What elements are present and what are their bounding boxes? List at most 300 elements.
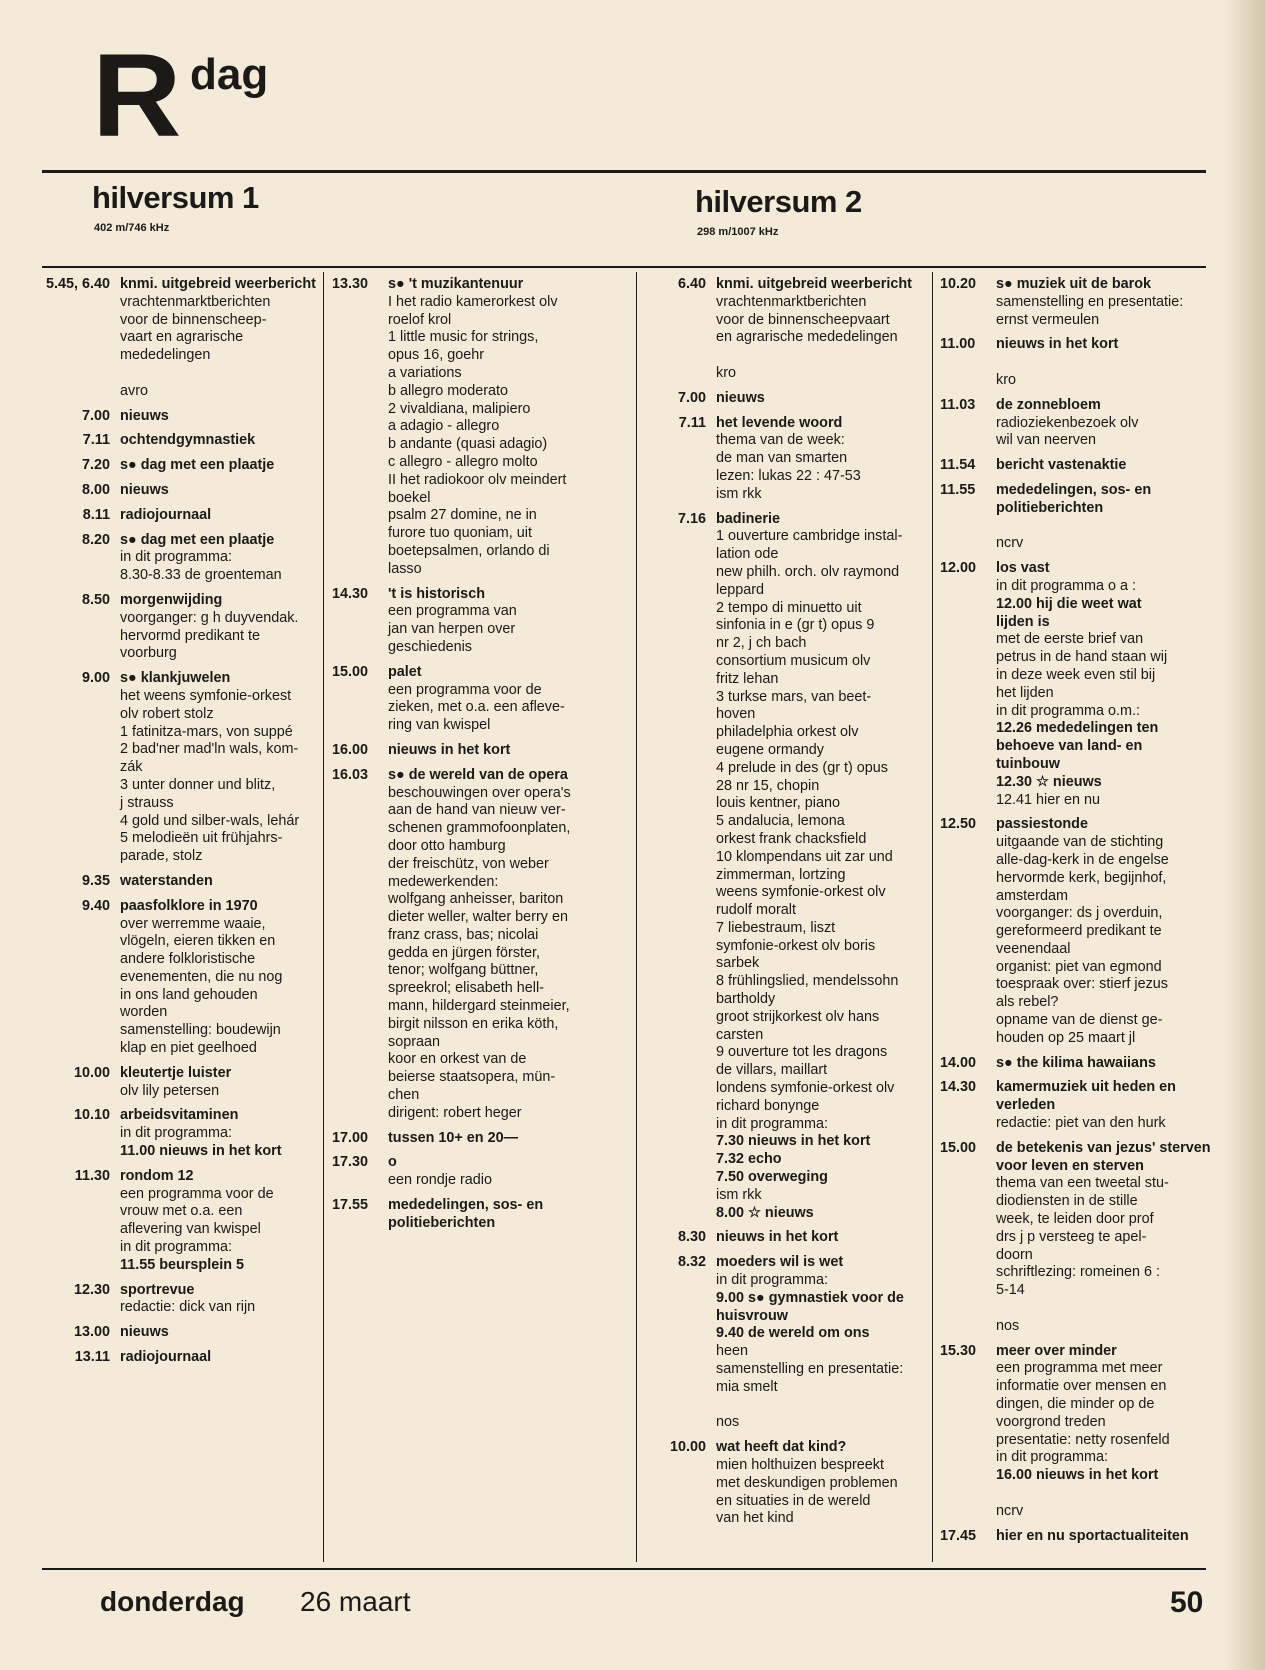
program-entry	[330, 586, 630, 657]
program-column-4	[938, 276, 1218, 1552]
program-detail-line: presentatie: netty rosenfeld	[996, 1431, 1170, 1448]
program-detail-line: een programma voor de	[120, 1185, 274, 1202]
program-detail-line: ncrv	[996, 1502, 1024, 1519]
program-detail-line: gedda en jürgen förster,	[388, 944, 541, 961]
program-detail-line: orkest frank chacksfield	[716, 830, 867, 847]
program-detail-line: 12.00 hij die weet wat	[996, 595, 1142, 612]
program-detail-line: lation ode	[716, 546, 779, 563]
program-detail-line: II het radiokoor olv meindert	[388, 471, 567, 488]
program-detail-line: ncrv	[996, 535, 1024, 552]
program-entry	[44, 1065, 322, 1101]
program-detail-line: redactie: piet van den hurk	[996, 1115, 1166, 1132]
program-detail-line: tuinbouw	[996, 755, 1060, 772]
program-title: nieuws in het kort	[996, 336, 1119, 353]
program-detail-line: ernst vermeulen	[996, 311, 1100, 328]
program-detail-line: aflevering van kwispel	[120, 1221, 261, 1238]
program-detail-line: uitgaande van de stichting	[996, 834, 1164, 851]
program-detail-line: boetepsalmen, orlando di	[388, 542, 550, 559]
program-title: sportrevue	[120, 1281, 195, 1298]
column-divider-1	[323, 272, 324, 1562]
program-title: passiestonde	[996, 816, 1088, 833]
program-detail-line: beierse staatsopera, mün-	[388, 1069, 556, 1086]
program-detail-line: petrus in de hand staan wij	[996, 649, 1168, 666]
program-entry	[44, 873, 322, 891]
program-detail-line: kro	[716, 364, 736, 381]
program-detail-line: radioziekenbezoek olv	[996, 414, 1139, 431]
program-detail-line: 4 gold und silber-wals, lehár	[120, 812, 300, 829]
program-detail-line: new philh. orch. olv raymond	[716, 563, 900, 580]
program-time: 14.30	[332, 585, 369, 602]
program-title: s● dag met een plaatje	[120, 457, 275, 474]
program-detail-line: 2 vivaldiana, malipiero	[388, 400, 531, 417]
program-entry	[44, 532, 322, 585]
program-time: 7.16	[677, 510, 706, 527]
program-time: 9.00	[81, 670, 110, 687]
program-entry	[640, 511, 930, 1223]
program-detail-line: groot strijkorkest olv hans	[716, 1008, 880, 1025]
program-time: 8.30	[677, 1229, 706, 1246]
program-entry	[44, 592, 322, 663]
program-entry	[44, 276, 322, 401]
program-detail-line: doorn	[996, 1246, 1033, 1263]
program-time: 10.10	[73, 1107, 110, 1124]
program-title: s● the kilima hawaiians	[996, 1054, 1156, 1071]
program-entry	[938, 1055, 1218, 1073]
program-detail-line: 3 turkse mars, van beet-	[716, 688, 872, 705]
program-detail-line: chen	[388, 1087, 420, 1104]
program-title: nieuws in het kort	[388, 741, 511, 758]
program-detail-line: 12.26 mededelingen ten	[996, 720, 1159, 737]
program-title: de betekenis van jezus' sterven voor leven en sterven	[996, 1139, 1211, 1174]
program-detail-line: hervormde kerk, begijnhof,	[996, 869, 1167, 886]
program-entry	[44, 482, 322, 500]
program-title: nieuws	[120, 1324, 169, 1341]
program-detail-line: vrouw met o.a. een	[120, 1203, 243, 1220]
program-title: radiojournaal	[120, 1349, 212, 1366]
program-detail-line: lasso	[388, 560, 422, 577]
program-time: 13.30	[332, 276, 369, 292]
program-entry	[44, 1168, 322, 1275]
program-time: 7.00	[677, 389, 706, 406]
program-detail-line: voorganger: g h duyvendak.	[120, 609, 299, 626]
program-title: radiojournaal	[120, 506, 212, 523]
program-title: nieuws	[120, 481, 169, 498]
program-time: 10.20	[940, 276, 977, 292]
program-detail-line: ism rkk	[716, 1186, 762, 1203]
program-detail-line: furore tuo quoniam, uit	[388, 525, 532, 542]
program-title: nieuws in het kort	[716, 1229, 839, 1246]
program-detail-line: met deskundigen problemen	[716, 1474, 898, 1491]
program-detail-line: zák	[120, 759, 143, 776]
program-entry	[640, 276, 930, 383]
program-detail-line: over werremme waaie,	[120, 915, 266, 932]
program-detail-line: kro	[996, 371, 1016, 388]
program-detail-line: medewerkenden:	[388, 873, 499, 890]
program-detail-line: worden	[120, 1004, 168, 1021]
program-entry	[330, 767, 630, 1123]
program-detail-line: olv robert stolz	[120, 705, 214, 722]
program-time: 17.45	[940, 1527, 977, 1544]
program-detail-line: vrachtenmarktberichten	[120, 293, 271, 310]
program-title: s● klankjuwelen	[120, 670, 231, 687]
program-detail-line: 28 nr 15, chopin	[716, 777, 820, 794]
program-entry	[938, 397, 1218, 450]
program-entry	[44, 1349, 322, 1367]
footer-rule	[42, 1568, 1206, 1570]
program-detail-line: c allegro - allegro molto	[388, 453, 538, 470]
program-detail-line: wil van neerven	[996, 432, 1096, 449]
program-detail-line: mann, hildergard steinmeier,	[388, 998, 570, 1015]
program-detail-line: franz crass, bas; nicolai	[388, 926, 539, 943]
program-detail-line: b andante (quasi adagio)	[388, 436, 548, 453]
program-detail-line: nr 2, j ch bach	[716, 635, 807, 652]
program-entry	[44, 1324, 322, 1342]
program-detail-line: weens symfonie-orkest olv	[716, 884, 886, 901]
logo-suffix: dag	[190, 50, 269, 99]
program-detail-line: tenor; wolfgang büttner,	[388, 962, 539, 979]
program-detail-line: 5 andalucia, lemona	[716, 813, 845, 830]
program-time: 8.32	[677, 1254, 706, 1271]
program-detail-line: evenementen, die nu nog	[120, 968, 283, 985]
program-detail-line: thema van de week:	[716, 432, 845, 449]
footer-date: 26 maart	[300, 1586, 411, 1617]
program-detail-line: diodiensten in de stille	[996, 1193, 1138, 1210]
program-entry	[44, 432, 322, 450]
program-detail-line: een programma met meer	[996, 1360, 1163, 1377]
program-time: 7.20	[81, 457, 110, 474]
program-detail-line	[716, 1397, 930, 1415]
program-detail-line: amsterdam	[996, 887, 1068, 904]
footer-day: donderdag	[100, 1586, 245, 1617]
program-detail-line: symfonie-orkest olv boris	[716, 937, 876, 954]
program-detail-line: londens symfonie-orkest olv	[716, 1080, 895, 1097]
program-detail-line: louis kentner, piano	[716, 795, 841, 812]
program-detail-line: alle-dag-kerk in de engelse	[996, 851, 1169, 868]
program-detail-line: 5-14	[996, 1282, 1025, 1299]
program-entry	[938, 276, 1218, 329]
program-detail-line: van het kind	[716, 1510, 794, 1527]
program-time: 11.30	[74, 1167, 110, 1184]
program-entry	[640, 1254, 930, 1432]
program-detail-line: in dit programma:	[120, 1125, 232, 1142]
program-entry	[640, 1229, 930, 1247]
program-detail-line: jan van herpen over	[388, 621, 516, 638]
program-detail-line: 1 fatinitza-mars, von suppé	[120, 723, 293, 740]
program-time: 10.00	[73, 1064, 110, 1081]
program-detail-line: fritz lehan	[716, 670, 779, 687]
program-detail-line: dieter weller, walter berry en	[388, 909, 568, 926]
program-detail-line: informatie over mensen en	[996, 1378, 1167, 1395]
program-detail-line: wolfgang anheisser, bariton	[388, 891, 564, 908]
program-detail-line: parade, stolz	[120, 848, 203, 865]
program-detail-line: sarbek	[716, 955, 760, 972]
program-detail-line	[120, 365, 322, 383]
program-detail-line: leppard	[716, 581, 765, 598]
program-detail-line: 7.50 overweging	[716, 1169, 828, 1186]
program-detail-line: vlögeln, eieren tikken en	[120, 933, 276, 950]
program-detail-line: consortium musicum olv	[716, 652, 871, 669]
program-title: morgenwijding	[120, 591, 223, 608]
program-detail-line: drs j p versteeg te apel-	[996, 1228, 1147, 1245]
program-detail-line: in dit programma o.m.:	[996, 702, 1140, 719]
column-divider-3	[932, 272, 933, 1562]
program-entry	[330, 664, 630, 735]
program-entry	[330, 276, 630, 579]
program-detail-line: huisvrouw	[716, 1307, 788, 1324]
program-title: rondom 12	[120, 1167, 194, 1184]
station-freq-hilversum-2: 298 m/1007 kHz	[697, 226, 779, 238]
program-detail-line: de villars, maillart	[716, 1062, 828, 1079]
program-title: knmi. uitgebreid weerbericht	[120, 276, 316, 292]
program-time: 12.00	[940, 560, 977, 577]
program-time: 12.30	[73, 1281, 110, 1298]
program-detail-line: toespraak over: stierf jezus	[996, 976, 1168, 993]
program-entry	[44, 408, 322, 426]
program-title: mededelingen, sos- en politieberichten	[996, 481, 1152, 516]
program-detail-line: 12.41 hier en nu	[996, 791, 1101, 808]
program-detail-line: 7.30 nieuws in het kort	[716, 1133, 871, 1150]
program-title: tussen 10+ en 20—	[388, 1129, 518, 1146]
program-detail-line: met de eerste brief van	[996, 631, 1144, 648]
program-time: 8.50	[81, 591, 110, 608]
program-time: 8.20	[81, 531, 110, 548]
program-detail-line: hoven	[716, 706, 756, 723]
program-time: 7.11	[678, 414, 706, 431]
program-entry	[44, 1107, 322, 1160]
program-detail-line: ring van kwispel	[388, 717, 491, 734]
column-divider-2	[636, 272, 637, 1562]
program-detail-line: thema van een tweetal stu-	[996, 1175, 1169, 1192]
program-detail-line: 12.30 ☆ nieuws	[996, 773, 1102, 790]
program-entry	[938, 816, 1218, 1047]
program-detail-line: samenstelling en presentatie:	[716, 1361, 904, 1378]
program-detail-line: houden op 25 maart jl	[996, 1029, 1136, 1046]
program-detail-line: 7 liebestraum, liszt	[716, 919, 836, 936]
program-detail-line: klap en piet geelhoed	[120, 1040, 257, 1057]
program-detail-line: birgit nilsson en erika köth,	[388, 1015, 559, 1032]
program-entry	[640, 415, 930, 504]
program-time: 8.00	[81, 481, 110, 498]
program-detail-line: 9.00 s● gymnastiek voor de	[716, 1289, 904, 1306]
program-detail-line: b allegro moderato	[388, 382, 508, 399]
program-detail-line: schenen grammofoonplaten,	[388, 820, 571, 837]
program-title: waterstanden	[120, 872, 213, 889]
program-detail-line: de man van smarten	[716, 450, 848, 467]
program-time: 6.40	[677, 276, 706, 292]
program-detail-line: 2 tempo di minuetto uit	[716, 599, 862, 616]
program-title: badinerie	[716, 510, 780, 527]
program-time: 7.00	[81, 407, 110, 424]
program-detail-line: philadelphia orkest olv	[716, 724, 859, 741]
program-title: moeders wil is wet	[716, 1254, 844, 1271]
program-time: 14.30	[940, 1079, 977, 1096]
program-detail-line: in ons land gehouden	[120, 986, 258, 1003]
program-detail-line: redactie: dick van rijn	[120, 1299, 256, 1316]
program-title: 't is historisch	[388, 585, 485, 602]
header-rule	[42, 266, 1206, 268]
program-detail-line: heen	[716, 1343, 749, 1360]
program-column-2	[330, 276, 630, 1240]
program-detail-line: hervormd predikant te	[120, 627, 260, 644]
logo-letter: R	[92, 30, 176, 162]
program-entry	[44, 670, 322, 866]
program-entry	[640, 390, 930, 408]
program-time: 16.00	[332, 741, 369, 758]
program-detail-line: in dit programma o a :	[996, 577, 1136, 594]
program-title: knmi. uitgebreid weerbericht	[716, 276, 912, 292]
station-name-hilversum-1: hilversum 1	[92, 180, 259, 215]
program-detail-line: mien holthuizen bespreekt	[716, 1457, 884, 1473]
program-detail-line: behoeve van land- en	[996, 738, 1143, 755]
program-detail-line: ism rkk	[716, 485, 762, 502]
program-column-1	[44, 276, 322, 1374]
program-detail-line: eugene ormandy	[716, 741, 825, 758]
program-entry	[938, 1528, 1218, 1546]
page-number: 50	[1170, 1586, 1204, 1619]
program-title: o	[388, 1154, 397, 1171]
program-detail-line: 3 unter donner und blitz,	[120, 776, 276, 793]
program-detail-line: door otto hamburg	[388, 837, 506, 854]
program-entry	[938, 560, 1218, 809]
program-entry	[640, 1439, 930, 1528]
program-detail-line: 4 prelude in des (gr t) opus	[716, 759, 888, 776]
program-detail-line: 11.55 beursplein 5	[120, 1256, 244, 1273]
program-entry	[44, 898, 322, 1058]
program-detail-line	[996, 1300, 1218, 1318]
program-title: los vast	[996, 560, 1050, 577]
program-detail-line: zieken, met o.a. een afleve-	[388, 699, 565, 716]
program-title: hier en nu sportactualiteiten	[996, 1527, 1189, 1544]
program-title: het levende woord	[716, 414, 843, 431]
program-detail-line: samenstelling en presentatie:	[996, 293, 1184, 310]
program-detail-line: avro	[120, 382, 148, 399]
program-detail-line: opus 16, goehr	[388, 347, 485, 364]
program-entry	[938, 457, 1218, 475]
program-title: bericht vastenaktie	[996, 457, 1127, 474]
program-title: wat heeft dat kind?	[716, 1439, 847, 1456]
program-title: nieuws	[120, 407, 169, 424]
program-detail-line: der freischütz, von weber	[388, 855, 549, 872]
program-detail-line: psalm 27 domine, ne in	[388, 507, 537, 524]
program-time: 15.00	[332, 663, 369, 680]
program-detail-line	[996, 354, 1218, 372]
program-detail-line: geschiedenis	[388, 638, 473, 655]
program-entry	[330, 1197, 630, 1233]
program-time: 15.30	[940, 1342, 977, 1359]
program-time: 11.00	[940, 336, 976, 353]
program-title: arbeidsvitaminen	[120, 1107, 239, 1124]
program-detail-line: in dit programma:	[716, 1272, 828, 1289]
program-detail-line: andere folkloristische	[120, 951, 256, 968]
program-detail-line: 2 bad'ner mad'ln wals, kom-	[120, 741, 299, 758]
program-entry	[938, 1140, 1218, 1336]
program-time: 7.11	[82, 432, 110, 449]
program-title: s● muziek uit de barok	[996, 276, 1152, 292]
program-time: 12.50	[940, 816, 977, 833]
program-entry	[330, 742, 630, 760]
program-detail-line: als rebel?	[996, 994, 1059, 1011]
program-time: 9.40	[81, 897, 110, 914]
program-detail-line: sopraan	[388, 1033, 441, 1050]
program-detail-line: roelof krol	[388, 311, 452, 328]
page-edge-shadow	[1225, 0, 1265, 1670]
program-time: 8.11	[82, 506, 110, 523]
program-detail-line: koor en orkest van de	[388, 1051, 527, 1068]
program-title: meer over minder	[996, 1342, 1117, 1359]
program-detail-line: voorgrond treden	[996, 1413, 1106, 1430]
program-detail-line: sinfonia in e (gr t) opus 9	[716, 617, 875, 634]
program-entry	[938, 1079, 1218, 1132]
program-detail-line: lijden is	[996, 613, 1050, 630]
program-detail-line: het weens symfonie-orkest	[120, 687, 292, 704]
program-detail-line: veenendaal	[996, 940, 1071, 957]
program-detail-line	[996, 518, 1218, 536]
program-title: s● 't muzikantenuur	[388, 276, 524, 292]
r-logo	[92, 30, 182, 162]
program-detail-line: 9 ouverture tot les dragons	[716, 1044, 888, 1061]
program-time: 11.54	[940, 457, 976, 474]
program-time: 17.00	[332, 1129, 369, 1146]
program-title: s● de wereld van de opera	[388, 766, 568, 783]
program-detail-line: nos	[996, 1317, 1020, 1334]
program-detail-line	[716, 347, 930, 365]
program-detail-line: en situaties in de wereld	[716, 1492, 871, 1509]
program-detail-line: vrachtenmarktberichten	[716, 293, 867, 310]
program-detail-line: voor de binnenscheepvaart	[716, 311, 890, 328]
program-detail-line: 8.00 ☆ nieuws	[716, 1204, 814, 1221]
program-title: kamermuziek uit heden en verleden	[996, 1079, 1176, 1114]
program-entry	[44, 457, 322, 475]
program-entry	[44, 1282, 322, 1318]
program-time: 15.00	[940, 1139, 977, 1156]
program-detail-line: 11.00 nieuws in het kort	[120, 1143, 282, 1160]
program-title: mededelingen, sos- en politieberichten	[388, 1197, 544, 1231]
program-detail-line: 8 frühlingslied, mendelssohn	[716, 973, 899, 990]
program-detail-line: organist: piet van egmond	[996, 958, 1162, 975]
program-detail-line: nos	[716, 1414, 740, 1431]
program-time: 14.00	[940, 1054, 977, 1071]
program-detail-line: a variations	[388, 364, 462, 381]
program-title: s● dag met een plaatje	[120, 531, 275, 548]
program-time: 13.11	[74, 1349, 110, 1366]
program-time: 11.03	[940, 396, 976, 413]
program-time: 17.30	[332, 1154, 369, 1171]
program-time: 11.55	[940, 481, 976, 498]
program-entry	[330, 1154, 630, 1190]
program-detail-line: 1 ouverture cambridge instal-	[716, 528, 903, 545]
program-detail-line: aan de hand van nieuw ver-	[388, 802, 566, 819]
program-detail-line: gereformeerd predikant te	[996, 923, 1162, 940]
program-detail-line: olv lily petersen	[120, 1082, 220, 1099]
program-detail-line: opname van de dienst ge-	[996, 1012, 1163, 1029]
program-title: de zonnebloem	[996, 396, 1101, 413]
program-detail-line: in dit programma:	[716, 1115, 828, 1132]
program-detail-line: in dit programma:	[996, 1449, 1108, 1466]
program-entry	[938, 1343, 1218, 1521]
program-detail-line: 7.32 echo	[716, 1151, 782, 1168]
program-detail-line: een programma voor de	[388, 681, 542, 698]
program-detail-line	[996, 1485, 1218, 1503]
program-entry	[44, 507, 322, 525]
program-detail-line: vaart en agrarische	[120, 329, 244, 346]
program-time: 10.00	[669, 1439, 706, 1456]
station-name-hilversum-2: hilversum 2	[695, 184, 862, 219]
program-title: kleutertje luister	[120, 1064, 232, 1081]
program-detail-line: beschouwingen over opera's	[388, 784, 571, 801]
program-title: nieuws	[716, 389, 765, 406]
program-detail-line: dirigent: robert heger	[388, 1104, 522, 1121]
program-detail-line: boekel	[388, 489, 431, 506]
